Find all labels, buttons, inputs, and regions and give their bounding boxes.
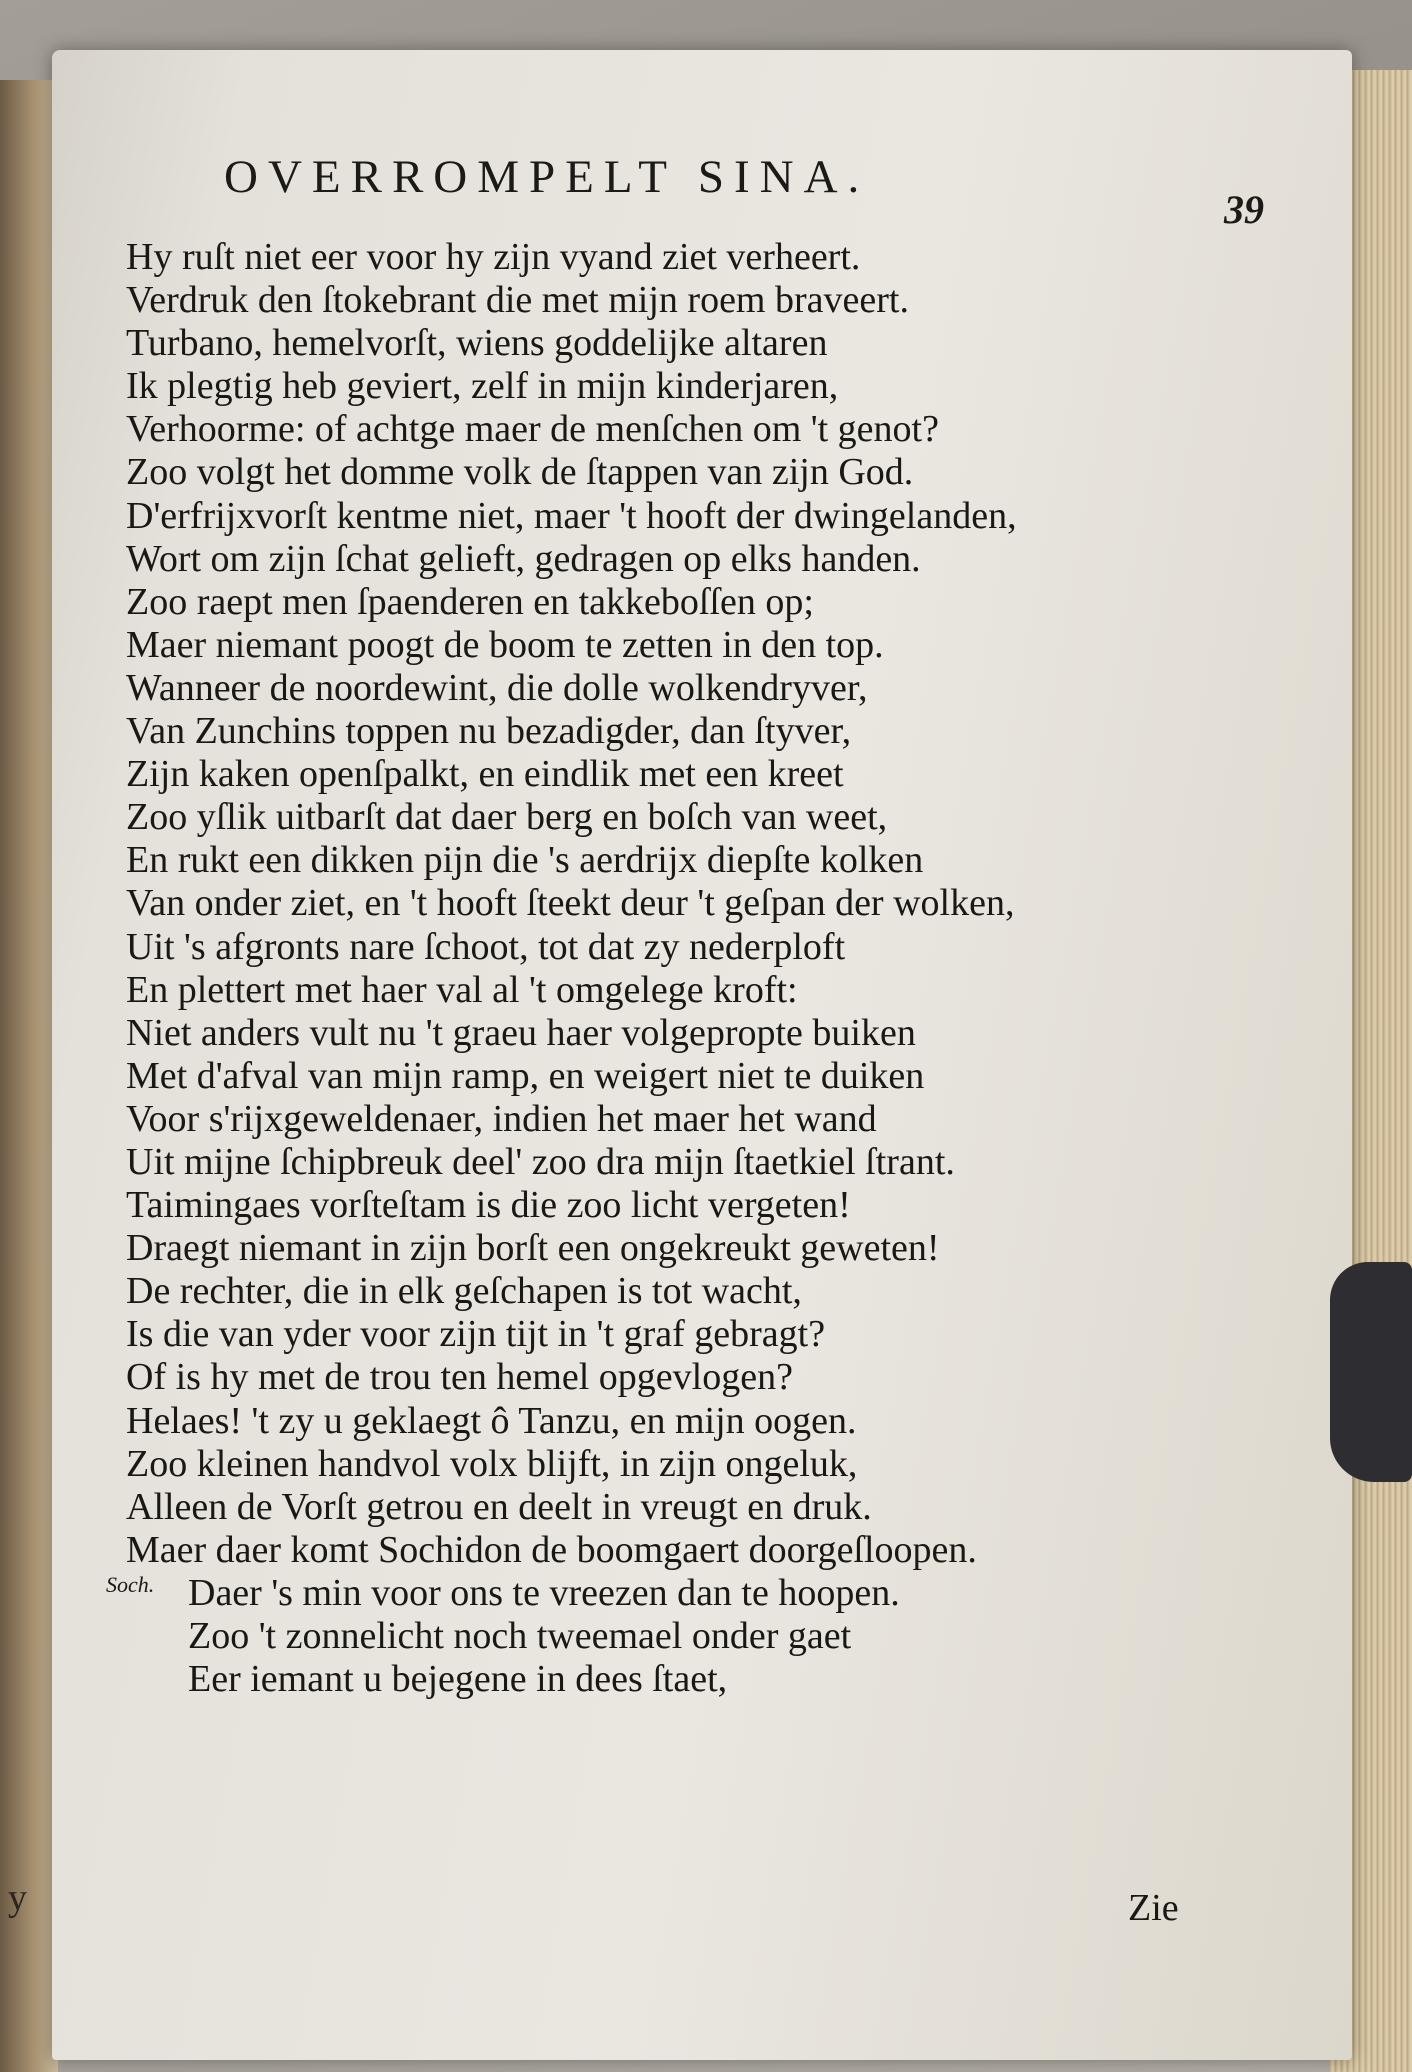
verse-line: Wanneer de noordewint, die dolle wolkendryver,: [126, 666, 868, 709]
verse-line: Hy ruſt niet eer voor hy zijn vyand ziet verheert.: [126, 236, 861, 278]
verse-line: Met d'afval van mijn ramp, en weigert niet te duiken: [126, 1054, 925, 1097]
verse-line: Wort om zijn ſchat gelieft, gedragen op elks handen.: [126, 537, 921, 580]
bookmark-ribbon: [1330, 1262, 1412, 1482]
verse-line: Verdruk den ſtokebrant die met mijn roem braveert.: [126, 279, 909, 322]
verse-line: Zoo kleinen handvol volx blijft, in zijn ongeluk,: [126, 1442, 858, 1485]
speaker-label: Soch.: [106, 1571, 155, 1597]
facing-page-fragment: y: [8, 1877, 27, 1919]
verse-line: Van onder ziet, en 't hooft ſteekt deur 't geſpan der wolken,: [126, 882, 1015, 925]
verse-line: Van Zunchins toppen nu bezadigder, dan ſtyver,: [126, 710, 852, 753]
verse-line: Voor s'rijxgeweldenaer, indien het maer het wand: [126, 1097, 877, 1140]
verse-line: Of is hy met de trou ten hemel opgevlogen?: [126, 1356, 793, 1399]
verse-line: Alleen de Vorſt getrou en deelt in vreugt en druk.: [126, 1485, 872, 1528]
verse-text: [106, 236, 1017, 1701]
book-page: [52, 50, 1352, 2060]
speech-line: Zoo 't zonnelicht noch tweemael onder gaet: [188, 1615, 852, 1657]
page-number: 39: [1224, 187, 1264, 232]
verse-line: Maer niemant poogt de boom te zetten in den top.: [126, 623, 884, 666]
verse-line: Zoo volgt het domme volk de ſtappen van zijn God.: [126, 451, 914, 494]
verse-line: Draegt niemant in zijn borſt een ongekreukt geweten!: [126, 1227, 940, 1270]
verse-line: Uit 's afgronts nare ſchoot, tot dat zy nederploft: [126, 925, 846, 968]
verse-line: Zoo yſlik uitbarſt dat daer berg en boſch van weet,: [126, 796, 888, 839]
verse-line: Zoo raept men ſpaenderen en takkeboſſen op;: [126, 580, 814, 623]
speech-line-text: Daer 's min voor ons te vreezen dan te hoopen.: [188, 1571, 900, 1614]
verse-line: De rechter, die in elk geſchapen is tot wacht,: [126, 1270, 802, 1313]
facing-page-edge: [0, 80, 58, 2072]
verse-line: Uit mijne ſchipbreuk deel' zoo dra mijn ſtaetkiel ſtrant.: [126, 1140, 955, 1183]
verse-line: Maer daer komt Sochidon de boomgaert doorgeſloopen.: [126, 1528, 977, 1571]
catchword: Zie: [1128, 1887, 1179, 1929]
verse-line: Niet anders vult nu 't graeu haer volgepropte buiken: [126, 1011, 916, 1054]
running-head: OVERROMPELT SINA.: [224, 151, 870, 203]
speech-line: [106, 1571, 1017, 1615]
verse-line: D'erfrijxvorſt kentme niet, maer 't hooft der dwingelanden,: [126, 494, 1017, 537]
verse-line: Is die van yder voor zijn tijt in 't graf gebragt?: [126, 1313, 826, 1356]
verse-line: Turbano, hemelvorſt, wiens goddelijke altaren: [126, 322, 828, 365]
verse-line: Zijn kaken openſpalkt, en eindlik met een kreet: [126, 753, 844, 796]
verse-line: Helaes! 't zy u geklaegt ô Tanzu, en mijn oogen.: [126, 1399, 857, 1442]
verse-line: Verhoorme: of achtge maer de menſchen om 't genot?: [126, 408, 939, 451]
verse-line: En plettert met haer val al 't omgelege kroft:: [126, 968, 798, 1011]
verse-line: En rukt een dikken pijn die 's aerdrijx diepſte kolken: [126, 839, 924, 882]
verse-line: Ik plegtig heb geviert, zelf in mijn kinderjaren,: [126, 365, 839, 408]
verse-line: Taimingaes vorſteſtam is die zoo licht vergeten!: [126, 1184, 851, 1227]
speech-line: Eer iemant u bejegene in dees ſtaet,: [188, 1658, 728, 1701]
